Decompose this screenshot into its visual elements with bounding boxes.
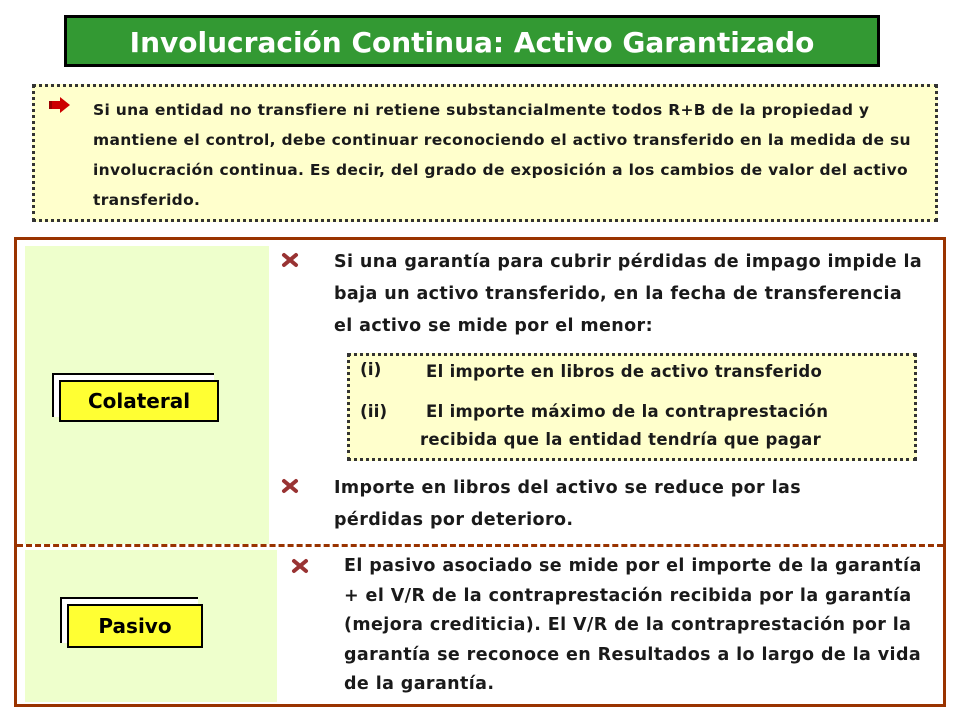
intro-text: Si una entidad no transfiere ni retiene substancialmente todos R+B de la propiedad y mantiene el control, debe continuar reconociendo el activo transferido en la medida de su involucración continua. Es decir, del grado de exposición a los cambios de valor del activo transferido.: [93, 101, 911, 209]
item-text-2: El importe máximo de la contraprestación recibida que la entidad tendría que pagar: [420, 402, 829, 449]
x-bullet-icon: [291, 558, 309, 574]
right-arrow-icon: [49, 97, 71, 113]
colateral-label: Colateral: [59, 380, 219, 422]
intro-box: [32, 84, 938, 222]
colateral-bullet-1: Si una garantía para cubrir pérdidas de impago impide la baja un activo transferido, en la fecha de transferencia el activo se mide por el menor:: [334, 252, 923, 336]
slide-title: Involucración Continua: Activo Garantizado: [64, 15, 880, 67]
x-bullet-icon: [281, 478, 299, 494]
measurement-options-box: [347, 353, 917, 461]
item-text-1: El importe en libros de activo transferido: [426, 362, 823, 381]
x-bullet-icon: [281, 252, 299, 268]
pasivo-label: Pasivo: [67, 604, 203, 648]
content-panel: [14, 237, 946, 707]
colateral-bullet-2: Importe en libros del activo se reduce por las pérdidas por deterioro.: [334, 478, 802, 530]
section-divider: [17, 544, 943, 547]
pasivo-bullet: El pasivo asociado se mide por el importe de la garantía + el V/R de la contraprestación recibida por la garantía (mejora crediticia). El V/R de la contraprestación por la garantía se reconoce en Resultados a lo largo de la vida de la garantía.: [344, 556, 922, 694]
item-num-2: (ii): [360, 402, 388, 422]
item-num-1: (i): [360, 360, 382, 380]
